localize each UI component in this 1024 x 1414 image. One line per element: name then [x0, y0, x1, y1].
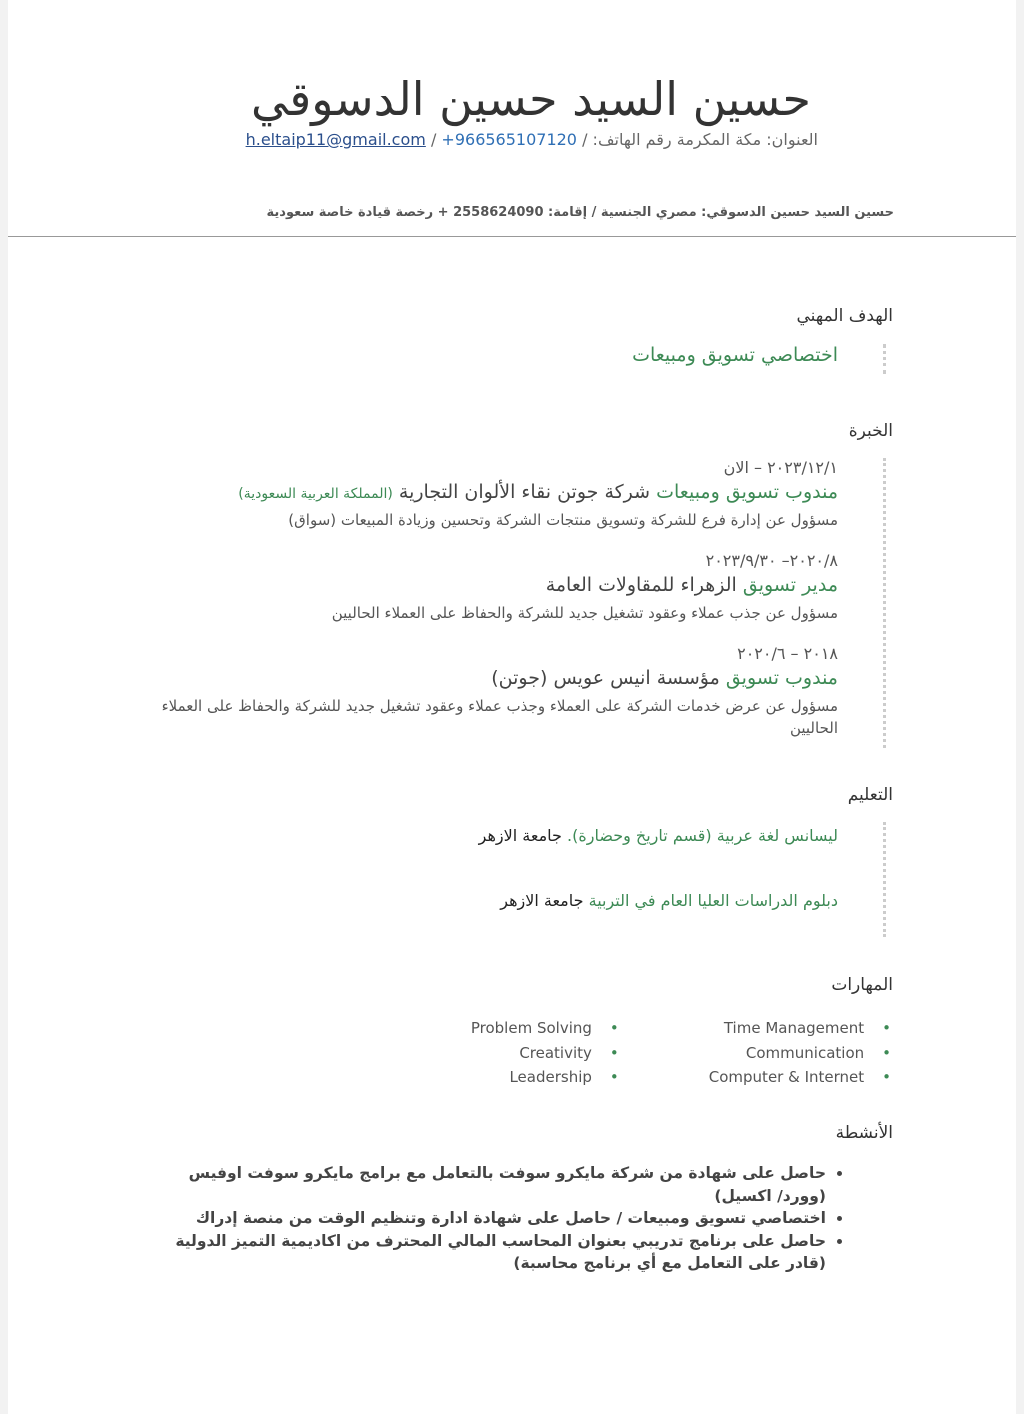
- activity-item: • اختصاصي تسويق ومبيعات / حاصل على شهادة ادارة وتنظيم الوقت من منصة إدراك: [136, 1207, 826, 1230]
- degree: ليسانس لغة عربية (قسم تاريخ وحضارة).: [567, 826, 838, 845]
- job-role: مندوب تسويق ومبيعات: [656, 481, 838, 503]
- skill-item: • Communication: [745, 1043, 891, 1062]
- objective-text: اختصاصي تسويق ومبيعات: [632, 344, 838, 366]
- objective-heading: الهدف المهني: [796, 306, 893, 326]
- job-date: ٢٠٢٠/٨– ٢٠٢٣/٩/٣٠: [705, 551, 838, 570]
- phone-label: رقم الهاتف: /: [582, 130, 672, 149]
- degree: دبلوم الدراسات العليا العام في التربية: [588, 891, 838, 910]
- skills-heading: المهارات: [831, 975, 893, 995]
- activities-list: [136, 1162, 844, 1275]
- divider: [8, 236, 1016, 237]
- email-link[interactable]: h.eltaip11@gmail.com: [245, 130, 426, 149]
- activity-item: • حاصل على شهادة من شركة مايكرو سوفت بالتعامل مع برامج مايكرو سوفت اوفيس (وورد/ اكسيل): [136, 1162, 826, 1207]
- resume-page: [8, 0, 1016, 1414]
- job-description: مسؤول عن جذب عملاء وعقود تشغيل جديد للشركة والحفاظ على العملاء الحاليين: [331, 604, 838, 622]
- education-heading: التعليم: [847, 785, 893, 805]
- separator: /: [430, 130, 437, 149]
- job-date: ٢٠١٨ – ٢٠٢٠/٦: [737, 644, 838, 663]
- personal-info: حسين السيد حسين الدسوقي: مصري الجنسية / إقامة: 2558624090 + رخصة قيادة خاصة سعودية: [266, 205, 894, 220]
- skill-item: • Problem Solving: [470, 1019, 619, 1037]
- school: جامعة الازهر: [478, 826, 562, 845]
- contact-line: [246, 130, 818, 149]
- experience-heading: الخبرة: [848, 421, 893, 441]
- activities-heading: الأنشطة: [835, 1123, 893, 1143]
- job-role: مندوب تسويق: [725, 667, 838, 689]
- job-date: ٢٠٢٣/١٢/١ – الان: [723, 458, 838, 477]
- education-item: [479, 891, 838, 910]
- education-item: [479, 826, 838, 845]
- job-item: [158, 458, 838, 531]
- skill-item: • Time Management: [723, 1019, 891, 1037]
- education-block: [479, 822, 886, 937]
- activity-item: • حاصل على برنامج تدريبي بعنوان المحاسب المالي المحترف من اكاديمية التميز الدولية (قادر على التعامل مع أي برنامج محاسبة): [136, 1230, 826, 1275]
- job-item: [158, 551, 838, 624]
- job-description: مسؤول عن عرض خدمات الشركة على العملاء وجذب عملاء وعقود تشغيل جديد للشركة والحفاظ على العملاء الحاليين: [161, 697, 838, 737]
- job-role: مدير تسويق: [742, 574, 838, 596]
- job-company: مؤسسة انيس عويس (جوتن): [491, 667, 720, 689]
- job-item: [158, 644, 838, 739]
- job-location: (المملكة العربية السعودية): [238, 486, 393, 502]
- skill-item: • Computer & Internet: [708, 1068, 891, 1086]
- skills-list: [191, 1016, 891, 1090]
- address-label: العنوان:: [766, 130, 818, 149]
- job-description: مسؤول عن إدارة فرع للشركة وتسويق منتجات الشركة وتحسين وزيادة المبيعات (سواق): [288, 511, 838, 529]
- school: جامعة الازهر: [500, 891, 584, 910]
- experience-block: [158, 458, 886, 748]
- job-company: الزهراء للمقاولات العامة: [545, 574, 737, 596]
- phone-link[interactable]: +966565107120: [441, 130, 577, 149]
- objective-block: [632, 344, 886, 374]
- candidate-name: حسين السيد حسين الدسوقي: [250, 72, 811, 126]
- job-company: شركة جوتن نقاء الألوان التجارية: [398, 481, 651, 503]
- skill-item: • Leadership: [509, 1068, 619, 1086]
- skill-item: • Creativity: [519, 1043, 619, 1062]
- address: مكة المكرمة: [676, 130, 762, 149]
